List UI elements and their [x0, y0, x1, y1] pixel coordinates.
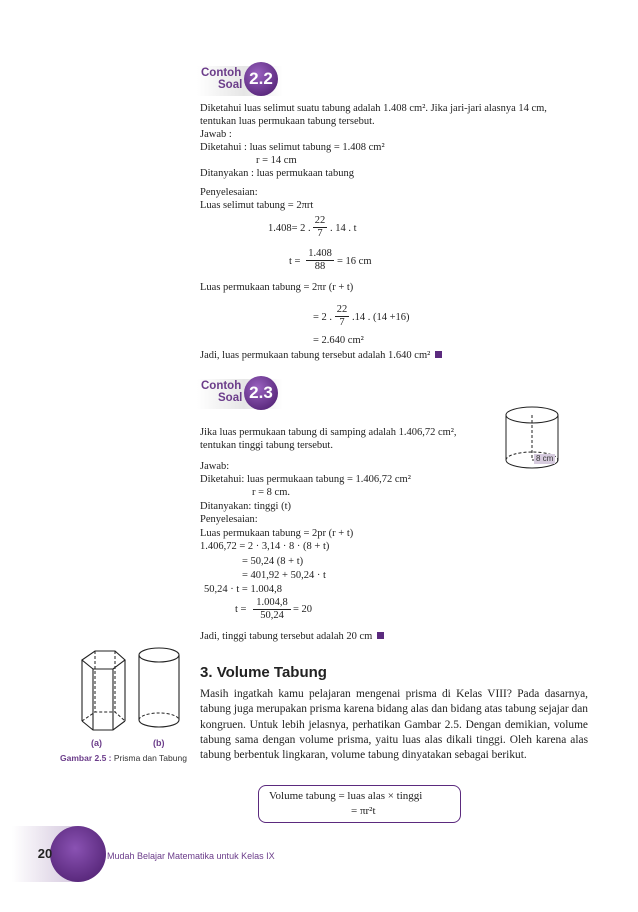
fraction-denominator: 88 [314, 261, 326, 272]
section-title [200, 664, 327, 681]
figure-2-5 [72, 638, 192, 738]
book-title: Mudah Belajar Matematika untuk Kelas IX [107, 851, 275, 861]
formula-line: Volume tabung = luas alas × tinggi [269, 790, 423, 802]
section-title-text: Volume Tabung [216, 664, 327, 681]
fraction [306, 248, 334, 273]
result-line: = 2.640 cm² [313, 335, 364, 346]
example-number-badge: 2.2 [244, 62, 278, 96]
formula-line: Luas permukaan tabung = 2πr (r + t) [200, 282, 354, 293]
conclusion-text: Jadi, tinggi tabung tersebut adalah 20 cm [200, 631, 373, 642]
problem-line: Diketahui luas selimut suatu tabung adalah 1.408 cm². Jika jari-jari alasnya 14 cm, [200, 103, 547, 114]
formula-line: = πr²t [351, 805, 376, 817]
problem-line: Jika luas permukaan tabung di samping adalah 1.406,72 cm², [200, 427, 457, 438]
equation-line: = 50,24 (8 + t) [242, 556, 304, 567]
contoh-label: Contoh [201, 380, 242, 392]
equation-right: .14 . (14 +16) [352, 312, 410, 323]
conclusion-line [200, 350, 442, 362]
conclusion-text: Jadi, luas permukaan tabung tersebut adalah 1.640 cm² [200, 350, 431, 361]
page-number: 20 [37, 846, 53, 861]
equation-line: 50,24 · t = 1.004,8 [204, 584, 282, 595]
cylinder-illustration [500, 402, 570, 474]
example-number-badge: 2.3 [244, 376, 278, 410]
equation-left: 1.408= 2 . [268, 223, 311, 234]
problem-line: tentukan luas permukaan tabung tersebut. [200, 116, 375, 127]
conclusion-line [200, 631, 384, 643]
equation-line: = 401,92 + 50,24 · t [242, 570, 326, 581]
section-number: 3. [200, 664, 213, 681]
end-square-icon [377, 632, 384, 639]
equation-left: t = [289, 256, 301, 267]
radius-label: 8 cm [536, 454, 554, 463]
solution-label: Penyelesaian: [200, 514, 258, 525]
figure-caption [60, 753, 187, 763]
jawab-label: Jawab: [200, 461, 230, 472]
fraction [253, 597, 291, 622]
fraction-denominator: 7 [317, 228, 323, 239]
fraction [335, 304, 349, 329]
fraction-numerator: 22 [336, 304, 348, 315]
equation-line: 1.406,72 = 2 · 3,14 · 8 · (8 + t) [200, 541, 330, 552]
figure-caption-label: Gambar 2.5 : [60, 753, 112, 763]
equation-right: . 14 . t [330, 223, 357, 234]
formula-line: Luas selimut tabung = 2πrt [200, 200, 314, 211]
fraction [313, 215, 327, 240]
fraction-numerator: 22 [314, 215, 326, 226]
given-line: Diketahui: luas permukaan tabung = 1.406,72 cm² [200, 474, 411, 485]
figure-label-a: (a) [91, 738, 102, 748]
jawab-label: Jawab : [200, 129, 232, 140]
figure-label-b: (b) [153, 738, 165, 748]
problem-line: tentukan tinggi tabung tersebut. [200, 440, 333, 451]
equation-left: t = [235, 604, 247, 615]
end-square-icon [435, 351, 442, 358]
section-paragraph: Masih ingatkah kamu pelajaran mengenai prisma di Kelas VIII? Pada dasarnya, tabung juga merupakan prisma karena bidang alas dan bidang atas tabung sejajar dan kongruen. Untuk lebih jelasnya, perhatikan Gambar 2.5. Dengan demikian, volume tabung sama dengan volume prisma, yaitu luas alas dikali tinggi. Oleh karena alas tabung berbentuk lingkaran, volume tabung dinyatakan sebagai berikut. [200, 688, 588, 762]
given-line: Diketahui : luas selimut tabung = 1.408 cm² [200, 142, 385, 153]
equation-right: = 20 [293, 604, 313, 615]
volume-formula-box [258, 785, 461, 823]
soal-label: Soal [218, 392, 243, 404]
fraction-denominator: 50,24 [260, 610, 284, 621]
equation-left: = 2 . [313, 312, 333, 323]
formula-line: Luas permukaan tabung = 2pr (r + t) [200, 528, 354, 539]
prism-cylinder-icon [72, 638, 192, 738]
fraction-numerator: 1.408 [306, 248, 334, 261]
figure-caption-text: Prisma dan Tabung [111, 753, 187, 763]
asked-line: Ditanyakan: tinggi (t) [200, 501, 291, 512]
contoh-label: Contoh [201, 67, 242, 79]
given-line: r = 8 cm. [252, 487, 290, 498]
asked-line: Ditanyakan : luas permukaan tabung [200, 168, 354, 179]
soal-label: Soal [218, 79, 243, 91]
given-line: r = 14 cm [256, 155, 297, 166]
fraction-numerator: 1.004,8 [253, 597, 291, 610]
fraction-denominator: 7 [339, 317, 345, 328]
equation-right: = 16 cm [337, 256, 372, 267]
solution-label: Penyelesaian: [200, 187, 258, 198]
